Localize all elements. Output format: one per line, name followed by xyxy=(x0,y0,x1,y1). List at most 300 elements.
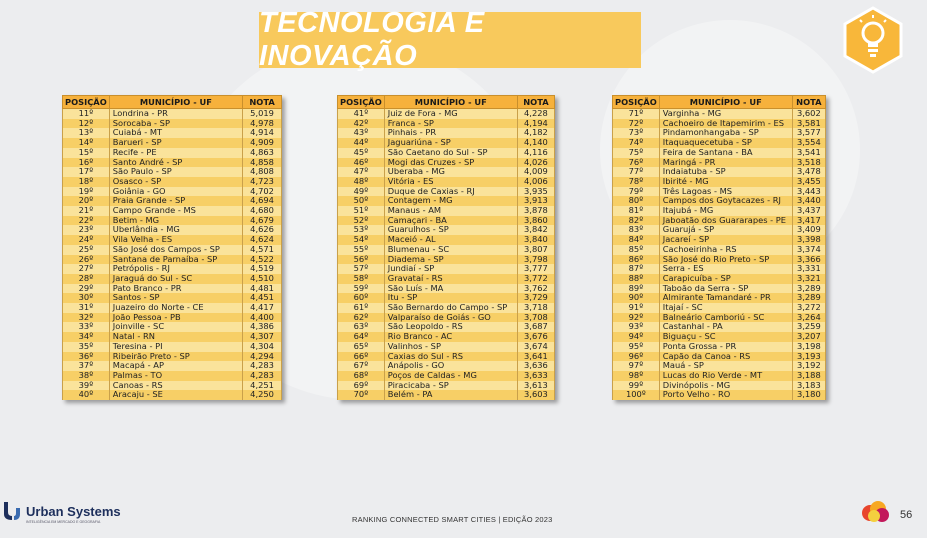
cell-municipality: Varginha - MG xyxy=(659,109,792,119)
cell-position: 23º xyxy=(63,225,110,235)
cell-position: 42º xyxy=(338,119,385,129)
cell-position: 98º xyxy=(613,371,660,381)
cell-position: 77º xyxy=(613,167,660,177)
cell-municipality: Uberaba - MG xyxy=(384,167,517,177)
cell-position: 17º xyxy=(63,167,110,177)
cell-score: 4,451 xyxy=(243,293,282,303)
cell-municipality: Carapicuíba - SP xyxy=(659,274,792,284)
cell-position: 100º xyxy=(613,390,660,400)
table-row xyxy=(613,167,826,177)
table-row xyxy=(338,255,555,265)
cell-municipality: Jundiaí - SP xyxy=(384,264,517,274)
cell-position: 70º xyxy=(338,390,385,400)
cell-score: 3,188 xyxy=(792,371,825,381)
cell-score: 3,878 xyxy=(517,206,554,216)
cell-position: 45º xyxy=(338,148,385,158)
cell-score: 3,264 xyxy=(792,313,825,323)
cell-position: 39º xyxy=(63,381,110,391)
cell-score: 3,409 xyxy=(792,225,825,235)
cell-position: 51º xyxy=(338,206,385,216)
cell-municipality: Ibirité - MG xyxy=(659,177,792,187)
cell-score: 3,602 xyxy=(792,109,825,119)
cell-position: 90º xyxy=(613,293,660,303)
cell-position: 86º xyxy=(613,255,660,265)
cell-score: 4,519 xyxy=(243,264,282,274)
table-row xyxy=(338,158,555,168)
table-row xyxy=(613,255,826,265)
cell-score: 4,417 xyxy=(243,303,282,313)
cell-score: 3,289 xyxy=(792,293,825,303)
cell-score: 3,674 xyxy=(517,342,554,352)
cell-position: 50º xyxy=(338,196,385,206)
header-municipality: MUNICÍPIO - UF xyxy=(659,96,792,109)
cell-position: 79º xyxy=(613,187,660,197)
ranking-table-3 xyxy=(612,95,826,400)
cell-position: 46º xyxy=(338,158,385,168)
cell-score: 4,481 xyxy=(243,284,282,294)
cell-municipality: São José do Rio Preto - SP xyxy=(659,255,792,265)
cell-score: 3,437 xyxy=(792,206,825,216)
cell-score: 4,808 xyxy=(243,167,282,177)
cell-score: 3,581 xyxy=(792,119,825,129)
cell-position: 32º xyxy=(63,313,110,323)
table-row xyxy=(338,284,555,294)
cell-position: 97º xyxy=(613,361,660,371)
cell-position: 91º xyxy=(613,303,660,313)
table-row xyxy=(613,196,826,206)
cell-municipality: Poços de Caldas - MG xyxy=(384,371,517,381)
cell-score: 3,913 xyxy=(517,196,554,206)
cell-municipality: Cachoeirinha - RS xyxy=(659,245,792,255)
cell-municipality: Valinhos - SP xyxy=(384,342,517,352)
cell-municipality: Ribeirão Preto - SP xyxy=(109,352,242,362)
cell-municipality: Divinópolis - MG xyxy=(659,381,792,391)
table-row xyxy=(613,148,826,158)
cell-position: 36º xyxy=(63,352,110,362)
cell-score: 4,140 xyxy=(517,138,554,148)
cell-score: 4,304 xyxy=(243,342,282,352)
cell-municipality: Pinhais - PR xyxy=(384,128,517,138)
table-row xyxy=(63,313,282,323)
cell-score: 4,522 xyxy=(243,255,282,265)
cell-score: 3,398 xyxy=(792,235,825,245)
table-row xyxy=(338,264,555,274)
cell-score: 4,858 xyxy=(243,158,282,168)
cell-position: 60º xyxy=(338,293,385,303)
cell-position: 41º xyxy=(338,109,385,119)
table-row xyxy=(613,225,826,235)
cell-position: 99º xyxy=(613,381,660,391)
cell-score: 4,194 xyxy=(517,119,554,129)
cell-score: 3,935 xyxy=(517,187,554,197)
cell-municipality: Porto Velho - RO xyxy=(659,390,792,400)
table-row xyxy=(63,352,282,362)
cell-score: 3,807 xyxy=(517,245,554,255)
cell-municipality: Duque de Caxias - RJ xyxy=(384,187,517,197)
header-score: NOTA xyxy=(517,96,554,109)
cell-municipality: Guarujá - SP xyxy=(659,225,792,235)
cell-score: 3,192 xyxy=(792,361,825,371)
cell-position: 83º xyxy=(613,225,660,235)
cell-position: 81º xyxy=(613,206,660,216)
cell-position: 13º xyxy=(63,128,110,138)
cell-position: 53º xyxy=(338,225,385,235)
table-row xyxy=(63,381,282,391)
cell-municipality: Maceió - AL xyxy=(384,235,517,245)
cell-score: 3,636 xyxy=(517,361,554,371)
brand-tagline: INTELIGÊNCIA EM MERCADO E GEOGRAFIA xyxy=(26,520,101,524)
lightbulb-icon xyxy=(842,6,904,74)
cell-position: 73º xyxy=(613,128,660,138)
cell-position: 65º xyxy=(338,342,385,352)
cell-score: 3,331 xyxy=(792,264,825,274)
cell-municipality: Ponta Grossa - PR xyxy=(659,342,792,352)
cell-score: 4,006 xyxy=(517,177,554,187)
cell-municipality: João Pessoa - PB xyxy=(109,313,242,323)
cell-municipality: Joinville - SC xyxy=(109,322,242,332)
table-row xyxy=(63,332,282,342)
cell-municipality: Vitória - ES xyxy=(384,177,517,187)
cell-municipality: Goiânia - GO xyxy=(109,187,242,197)
cell-score: 3,478 xyxy=(792,167,825,177)
cell-municipality: Itajaí - SC xyxy=(659,303,792,313)
cell-municipality: Indaiatuba - SP xyxy=(659,167,792,177)
cell-municipality: Franca - SP xyxy=(384,119,517,129)
cell-municipality: Três Lagoas - MS xyxy=(659,187,792,197)
cell-municipality: Guarulhos - SP xyxy=(384,225,517,235)
cell-score: 3,455 xyxy=(792,177,825,187)
cell-municipality: Contagem - MG xyxy=(384,196,517,206)
cell-municipality: Camaçari - BA xyxy=(384,216,517,226)
cell-score: 4,283 xyxy=(243,361,282,371)
cell-score: 4,679 xyxy=(243,216,282,226)
cell-municipality: Juiz de Fora - MG xyxy=(384,109,517,119)
cell-position: 24º xyxy=(63,235,110,245)
cell-score: 3,374 xyxy=(792,245,825,255)
urban-systems-logo-icon xyxy=(2,500,22,522)
cell-municipality: Santo André - SP xyxy=(109,158,242,168)
table-row xyxy=(63,255,282,265)
table-row xyxy=(63,361,282,371)
cell-score: 4,626 xyxy=(243,225,282,235)
cell-position: 52º xyxy=(338,216,385,226)
cell-municipality: Serra - ES xyxy=(659,264,792,274)
cell-position: 68º xyxy=(338,371,385,381)
cell-score: 4,307 xyxy=(243,332,282,342)
smart-cities-badge-icon xyxy=(860,499,892,525)
cell-position: 37º xyxy=(63,361,110,371)
table-row xyxy=(63,167,282,177)
cell-municipality: Uberlândia - MG xyxy=(109,225,242,235)
cell-municipality: São Bernardo do Campo - SP xyxy=(384,303,517,313)
brand-name: Urban Systems xyxy=(26,503,121,519)
table-row xyxy=(63,225,282,235)
cell-score: 4,909 xyxy=(243,138,282,148)
table-row xyxy=(338,332,555,342)
cell-position: 15º xyxy=(63,148,110,158)
cell-position: 54º xyxy=(338,235,385,245)
table-row xyxy=(613,293,826,303)
cell-score: 3,289 xyxy=(792,284,825,294)
cell-position: 33º xyxy=(63,322,110,332)
cell-municipality: Blumenau - SC xyxy=(384,245,517,255)
cell-municipality: São José dos Campos - SP xyxy=(109,245,242,255)
cell-score: 3,443 xyxy=(792,187,825,197)
cell-position: 82º xyxy=(613,216,660,226)
cell-score: 3,633 xyxy=(517,371,554,381)
table-row xyxy=(613,322,826,332)
cell-position: 26º xyxy=(63,255,110,265)
table-row xyxy=(63,371,282,381)
table-row xyxy=(338,381,555,391)
cell-municipality: Natal - RN xyxy=(109,332,242,342)
cell-score: 3,180 xyxy=(792,390,825,400)
cell-position: 89º xyxy=(613,284,660,294)
table-row xyxy=(338,167,555,177)
cell-position: 58º xyxy=(338,274,385,284)
cell-municipality: Valparaíso de Goiás - GO xyxy=(384,313,517,323)
table-row xyxy=(63,109,282,119)
cell-municipality: Belém - PA xyxy=(384,390,517,400)
cell-score: 3,183 xyxy=(792,381,825,391)
cell-position: 66º xyxy=(338,352,385,362)
cell-municipality: Pindamonhangaba - SP xyxy=(659,128,792,138)
cell-score: 4,294 xyxy=(243,352,282,362)
cell-position: 80º xyxy=(613,196,660,206)
header-position: POSIÇÃO xyxy=(338,96,385,109)
cell-score: 3,417 xyxy=(792,216,825,226)
cell-municipality: Jaguariúna - SP xyxy=(384,138,517,148)
table-row xyxy=(338,245,555,255)
cell-municipality: Piracicaba - SP xyxy=(384,381,517,391)
cell-municipality: Osasco - SP xyxy=(109,177,242,187)
cell-municipality: Capão da Canoa - RS xyxy=(659,352,792,362)
table-row xyxy=(63,322,282,332)
table-row xyxy=(613,352,826,362)
cell-position: 63º xyxy=(338,322,385,332)
cell-score: 3,676 xyxy=(517,332,554,342)
cell-score: 3,366 xyxy=(792,255,825,265)
cell-municipality: Manaus - AM xyxy=(384,206,517,216)
cell-position: 38º xyxy=(63,371,110,381)
cell-municipality: Aracaju - SE xyxy=(109,390,242,400)
cell-score: 3,762 xyxy=(517,284,554,294)
cell-score: 4,251 xyxy=(243,381,282,391)
cell-score: 3,518 xyxy=(792,158,825,168)
cell-score: 3,541 xyxy=(792,148,825,158)
cell-municipality: Rio Branco - AC xyxy=(384,332,517,342)
cell-position: 62º xyxy=(338,313,385,323)
cell-score: 3,729 xyxy=(517,293,554,303)
title-banner xyxy=(259,7,641,72)
cell-municipality: Mauá - SP xyxy=(659,361,792,371)
cell-municipality: Campos dos Goytacazes - RJ xyxy=(659,196,792,206)
page-title: TECNOLOGIA E INOVAÇÃO xyxy=(259,7,485,72)
cell-municipality: Barueri - SP xyxy=(109,138,242,148)
cell-position: 84º xyxy=(613,235,660,245)
cell-municipality: Almirante Tamandaré - PR xyxy=(659,293,792,303)
cell-score: 5,019 xyxy=(243,109,282,119)
cell-position: 11º xyxy=(63,109,110,119)
cell-municipality: Petrópolis - RJ xyxy=(109,264,242,274)
cell-score: 4,702 xyxy=(243,187,282,197)
cell-position: 12º xyxy=(63,119,110,129)
footer-caption: RANKING CONNECTED SMART CITIES | EDIÇÃO 2023 xyxy=(352,515,553,524)
cell-position: 96º xyxy=(613,352,660,362)
cell-position: 19º xyxy=(63,187,110,197)
table-row xyxy=(63,206,282,216)
cell-score: 4,116 xyxy=(517,148,554,158)
cell-position: 75º xyxy=(613,148,660,158)
cell-municipality: Caxias do Sul - RS xyxy=(384,352,517,362)
cell-position: 85º xyxy=(613,245,660,255)
cell-score: 3,641 xyxy=(517,352,554,362)
cell-position: 40º xyxy=(63,390,110,400)
cell-position: 47º xyxy=(338,167,385,177)
cell-municipality: Canoas - RS xyxy=(109,381,242,391)
cell-score: 4,283 xyxy=(243,371,282,381)
table-row xyxy=(63,390,282,400)
cell-municipality: Lucas do Rio Verde - MT xyxy=(659,371,792,381)
cell-position: 67º xyxy=(338,361,385,371)
cell-municipality: Macapá - AP xyxy=(109,361,242,371)
cell-score: 3,718 xyxy=(517,303,554,313)
cell-municipality: Praia Grande - SP xyxy=(109,196,242,206)
cell-position: 64º xyxy=(338,332,385,342)
cell-score: 3,198 xyxy=(792,342,825,352)
cell-position: 30º xyxy=(63,293,110,303)
cell-municipality: Biguaçu - SC xyxy=(659,332,792,342)
header-municipality: MUNICÍPIO - UF xyxy=(384,96,517,109)
cell-score: 3,613 xyxy=(517,381,554,391)
cell-score: 4,914 xyxy=(243,128,282,138)
cell-score: 3,193 xyxy=(792,352,825,362)
cell-municipality: Juazeiro do Norte - CE xyxy=(109,303,242,313)
cell-score: 3,842 xyxy=(517,225,554,235)
cell-municipality: Castanhal - PA xyxy=(659,322,792,332)
cell-position: 55º xyxy=(338,245,385,255)
table-row xyxy=(63,158,282,168)
cell-municipality: Vila Velha - ES xyxy=(109,235,242,245)
brand-logo xyxy=(2,500,121,522)
table-row xyxy=(63,128,282,138)
table-row xyxy=(338,196,555,206)
cell-score: 4,009 xyxy=(517,167,554,177)
cell-position: 56º xyxy=(338,255,385,265)
cell-municipality: São Leopoldo - RS xyxy=(384,322,517,332)
table-row xyxy=(613,390,826,400)
cell-municipality: Gravataí - RS xyxy=(384,274,517,284)
cell-municipality: Santana de Parnaíba - SP xyxy=(109,255,242,265)
header-score: NOTA xyxy=(243,96,282,109)
cell-municipality: Palmas - TO xyxy=(109,371,242,381)
cell-position: 28º xyxy=(63,274,110,284)
cell-municipality: Cuiabá - MT xyxy=(109,128,242,138)
header-position: POSIÇÃO xyxy=(63,96,110,109)
cell-score: 3,777 xyxy=(517,264,554,274)
cell-position: 74º xyxy=(613,138,660,148)
cell-municipality: Pato Branco - PR xyxy=(109,284,242,294)
cell-municipality: Recife - PE xyxy=(109,148,242,158)
table-row xyxy=(613,216,826,226)
cell-position: 21º xyxy=(63,206,110,216)
cell-position: 48º xyxy=(338,177,385,187)
cell-position: 57º xyxy=(338,264,385,274)
cell-score: 4,228 xyxy=(517,109,554,119)
cell-position: 18º xyxy=(63,177,110,187)
header-municipality: MUNICÍPIO - UF xyxy=(109,96,242,109)
header-score: NOTA xyxy=(792,96,825,109)
cell-score: 4,680 xyxy=(243,206,282,216)
header-position: POSIÇÃO xyxy=(613,96,660,109)
cell-score: 3,840 xyxy=(517,235,554,245)
cell-municipality: Londrina - PR xyxy=(109,109,242,119)
cell-municipality: São Caetano do Sul - SP xyxy=(384,148,517,158)
cell-municipality: Betim - MG xyxy=(109,216,242,226)
cell-position: 88º xyxy=(613,274,660,284)
cell-score: 3,577 xyxy=(792,128,825,138)
cell-score: 3,860 xyxy=(517,216,554,226)
cell-score: 3,687 xyxy=(517,322,554,332)
cell-position: 44º xyxy=(338,138,385,148)
cell-municipality: Maringá - PR xyxy=(659,158,792,168)
cell-score: 4,400 xyxy=(243,313,282,323)
cell-score: 4,510 xyxy=(243,274,282,284)
table-row xyxy=(63,284,282,294)
cell-municipality: São Paulo - SP xyxy=(109,167,242,177)
cell-score: 3,603 xyxy=(517,390,554,400)
cell-municipality: Jaboatão dos Guararapes - PE xyxy=(659,216,792,226)
cell-position: 43º xyxy=(338,128,385,138)
cell-municipality: Jacareí - SP xyxy=(659,235,792,245)
cell-municipality: Feira de Santana - BA xyxy=(659,148,792,158)
table-row xyxy=(63,177,282,187)
cell-municipality: Mogi das Cruzes - SP xyxy=(384,158,517,168)
cell-municipality: Anápolis - GO xyxy=(384,361,517,371)
cell-municipality: São Luís - MA xyxy=(384,284,517,294)
cell-score: 4,182 xyxy=(517,128,554,138)
cell-position: 61º xyxy=(338,303,385,313)
table-row xyxy=(338,225,555,235)
cell-position: 69º xyxy=(338,381,385,391)
cell-score: 4,624 xyxy=(243,235,282,245)
cell-municipality: Santos - SP xyxy=(109,293,242,303)
table-row xyxy=(338,109,555,119)
cell-position: 20º xyxy=(63,196,110,206)
cell-score: 3,440 xyxy=(792,196,825,206)
cell-position: 95º xyxy=(613,342,660,352)
cell-position: 76º xyxy=(613,158,660,168)
cell-municipality: Cachoeiro de Itapemirim - ES xyxy=(659,119,792,129)
cell-score: 3,798 xyxy=(517,255,554,265)
cell-position: 71º xyxy=(613,109,660,119)
cell-position: 87º xyxy=(613,264,660,274)
cell-municipality: Jaraguá do Sul - SC xyxy=(109,274,242,284)
cell-score: 4,250 xyxy=(243,390,282,400)
cell-position: 14º xyxy=(63,138,110,148)
table-row xyxy=(338,274,555,284)
cell-position: 72º xyxy=(613,119,660,129)
cell-score: 3,259 xyxy=(792,322,825,332)
cell-score: 4,863 xyxy=(243,148,282,158)
table-row xyxy=(63,138,282,148)
cell-position: 92º xyxy=(613,313,660,323)
cell-score: 3,708 xyxy=(517,313,554,323)
cell-score: 4,026 xyxy=(517,158,554,168)
table-row xyxy=(338,390,555,400)
page-number: 56 xyxy=(900,509,913,521)
table-row xyxy=(338,119,555,129)
